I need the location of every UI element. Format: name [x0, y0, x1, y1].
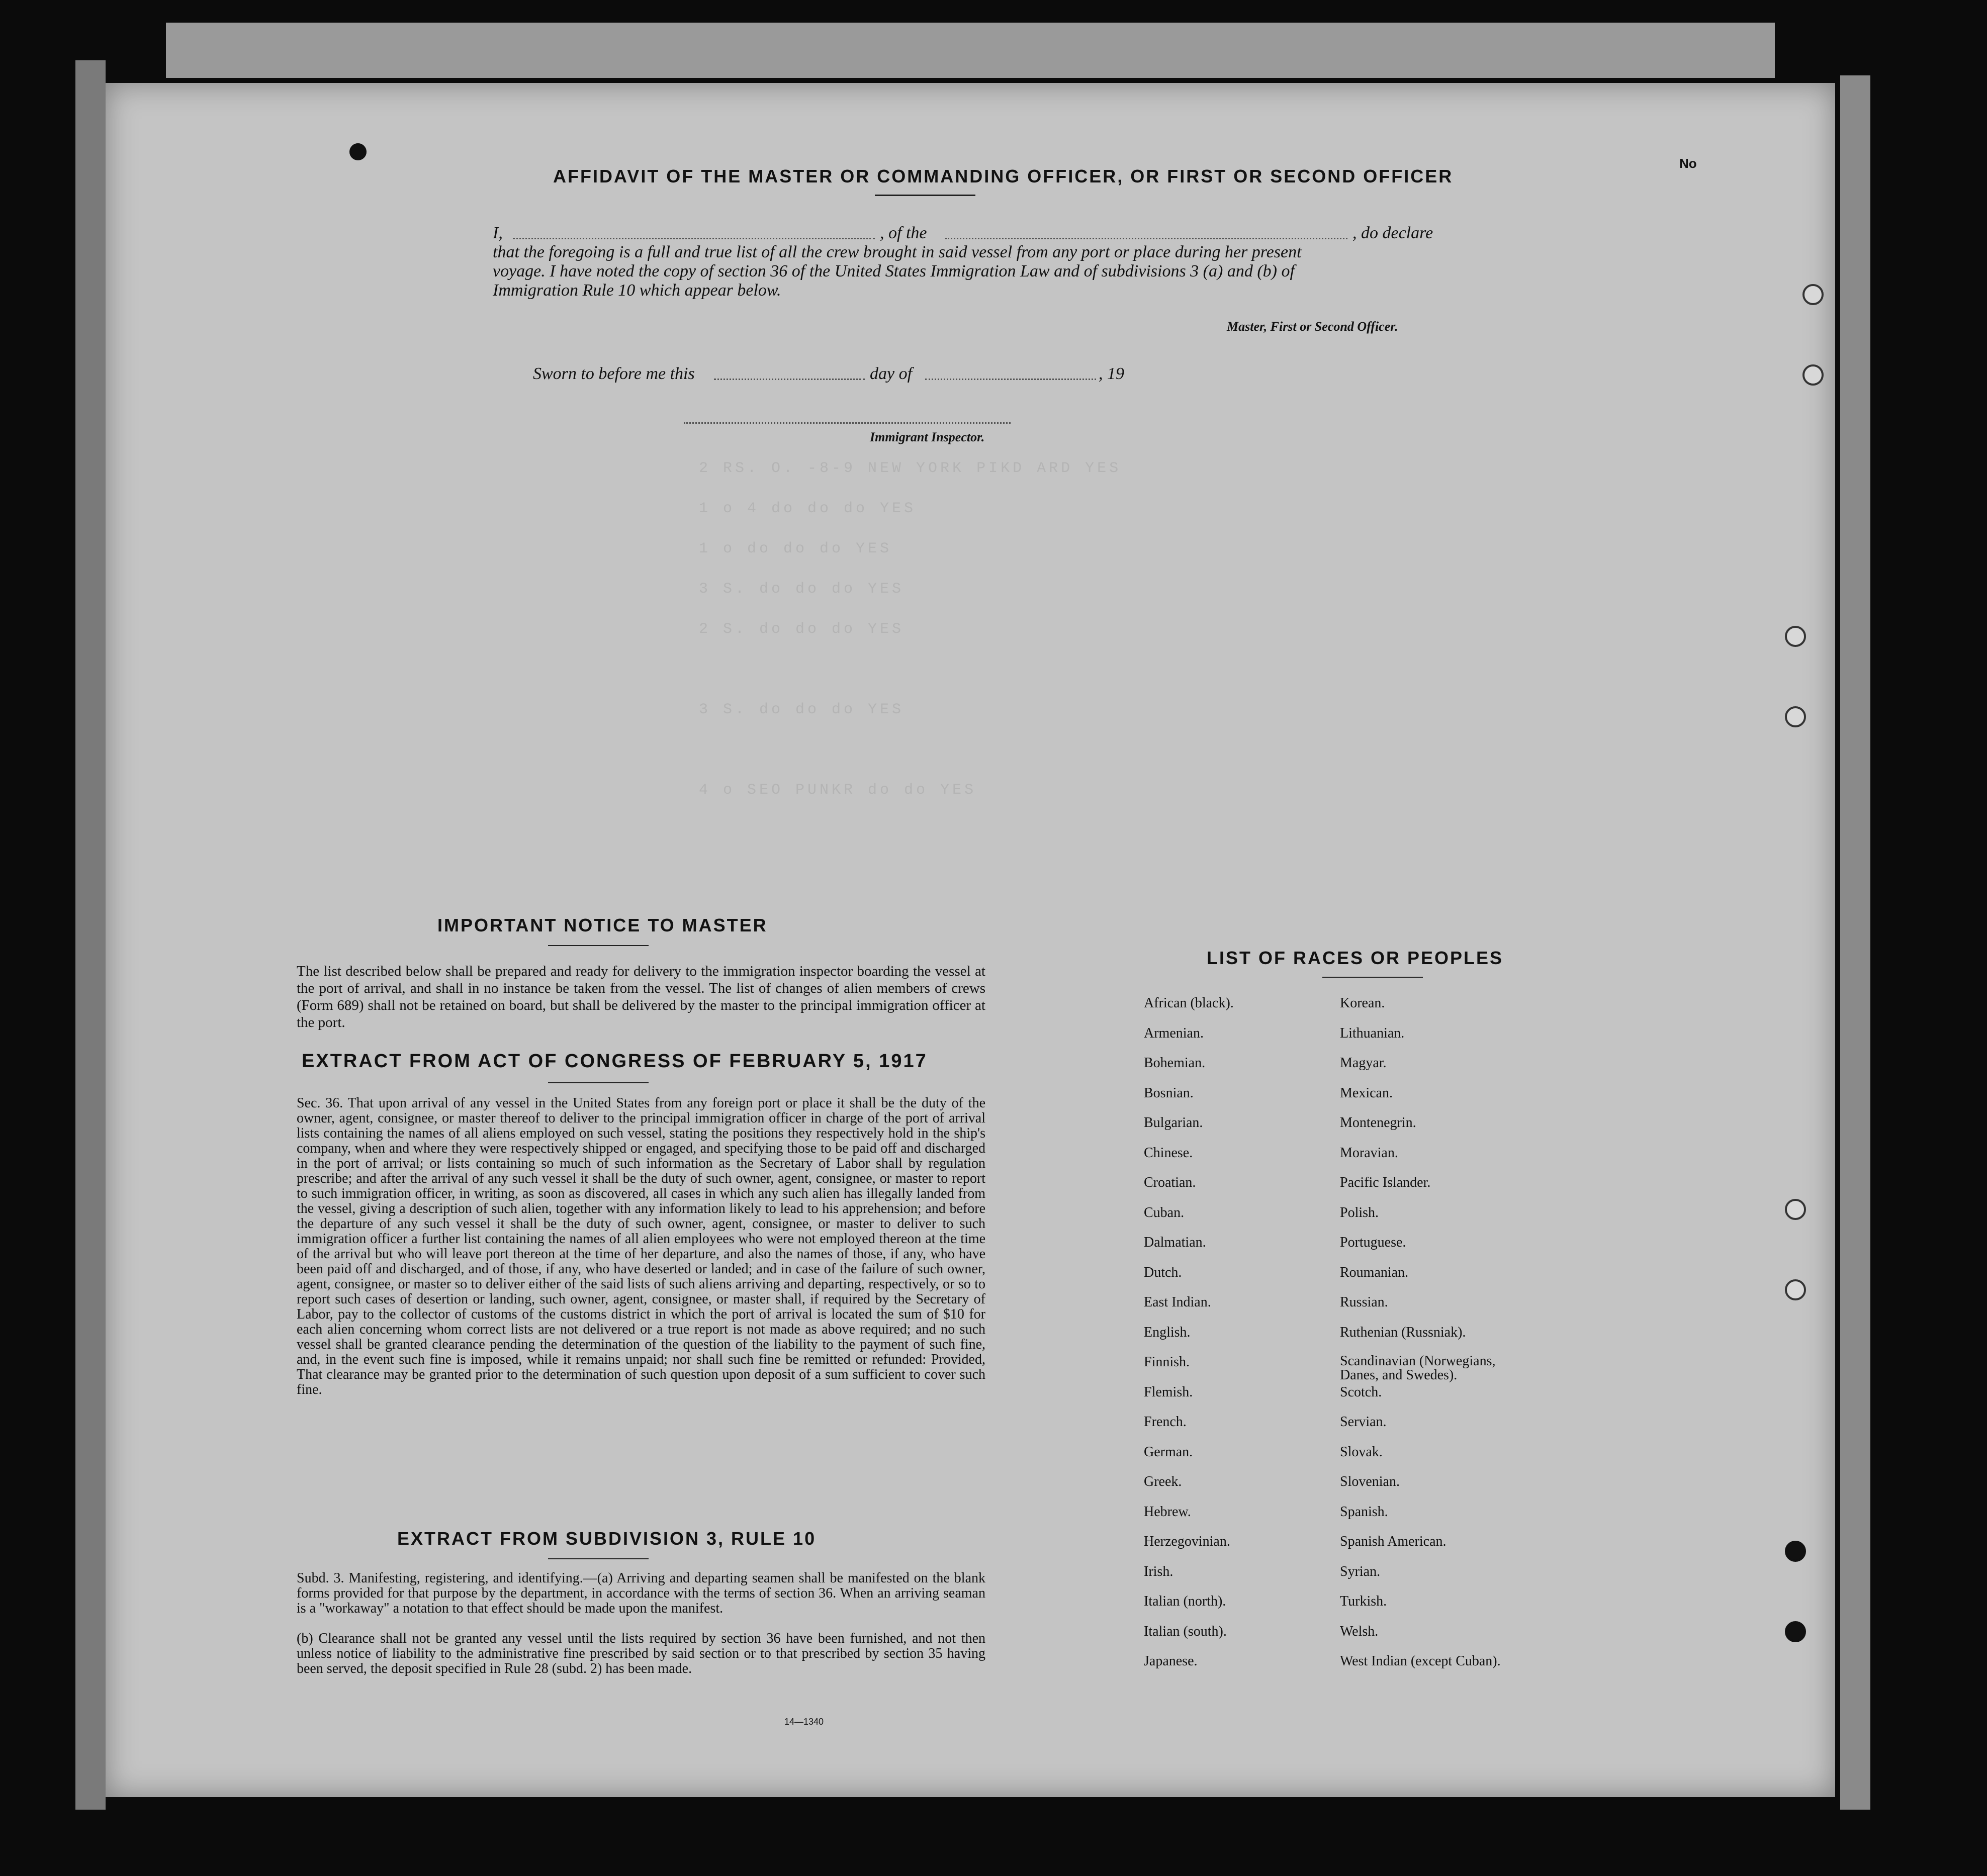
race-item: Russian.: [1340, 1294, 1388, 1310]
race-item: Korean.: [1340, 995, 1385, 1011]
race-item: Portuguese.: [1340, 1235, 1406, 1250]
punch-hole-5: [1785, 1199, 1806, 1220]
race-item: West Indian (except Cuban).: [1340, 1653, 1501, 1669]
race-item: Polish.: [1340, 1204, 1379, 1221]
race-item: Herzegovinian.: [1144, 1534, 1230, 1549]
bleed-through-1: 2 RS. O. -8-9 NEW YORK PIKD ARD YES: [699, 460, 1122, 477]
race-item: Servian.: [1340, 1414, 1387, 1430]
race-item: Turkish.: [1340, 1593, 1387, 1609]
form-number-label: No: [1679, 156, 1697, 171]
inspector-signature-blank: [684, 422, 1011, 424]
race-item: Mexican.: [1340, 1085, 1393, 1101]
inspector-label: Immigrant Inspector.: [870, 430, 985, 444]
race-item: Chinese.: [1144, 1145, 1193, 1161]
bleed-through-2: 1 o 4 do do do YES: [699, 500, 917, 517]
race-item: Italian (north).: [1144, 1593, 1226, 1609]
race-item: Bohemian.: [1144, 1055, 1206, 1071]
act-heading: EXTRACT FROM ACT OF CONGRESS OF FEBRUARY 5, 1917: [302, 1051, 928, 1072]
rule10-text-a: Subd. 3. Manifesting, registering, and identifying.—(a) Arriving and departing seamen shall be manifested on the blank forms provided for that purpose by the department, in accordance with the terms of section 36. When an arriving seaman is a "workaway" a notation to that effect should be made upon the manifest.: [297, 1570, 985, 1616]
race-item: Hebrew.: [1144, 1504, 1191, 1520]
race-item: Magyar.: [1340, 1055, 1387, 1071]
rule10-heading: EXTRACT FROM SUBDIVISION 3, RULE 10: [397, 1528, 817, 1549]
race-item: Roumanian.: [1340, 1264, 1409, 1280]
race-item: Cuban.: [1144, 1204, 1185, 1221]
punch-hole-2: [1802, 364, 1824, 386]
races-heading-rule: [1322, 977, 1423, 978]
punch-hole-1: [1802, 284, 1824, 305]
punch-hole-4: [1785, 706, 1806, 727]
race-item: East Indian.: [1144, 1294, 1211, 1310]
form-page: [106, 83, 1835, 1797]
race-item: Japanese.: [1144, 1653, 1198, 1669]
race-item: Greek.: [1144, 1474, 1182, 1489]
punch-hole-8: [1785, 1621, 1806, 1642]
sheet-edge-left: [75, 60, 106, 1810]
affidavit-line-4: Immigration Rule 10 which appear below.: [493, 281, 781, 300]
sheet-edge-top: [166, 23, 1775, 78]
race-item: Italian (south).: [1144, 1623, 1227, 1639]
race-item: Slovenian.: [1340, 1474, 1400, 1489]
race-item: Scandinavian (Norwegians, Danes, and Swedes).: [1340, 1353, 1496, 1383]
sworn-date-blank: [714, 379, 865, 380]
affidavit-heading: AFFIDAVIT OF THE MASTER OR COMMANDING OFFICER, OR FIRST OR SECOND OFFICER: [553, 166, 1454, 186]
race-item: Scotch.: [1340, 1384, 1382, 1400]
notice-text: The list described below shall be prepared and ready for delivery to the immigration inspector boarding the vessel at the port of arrival, and shall in no instance be taken from the vessel. The list of changes of alien members of crews (Form 689) shall not be retained on board, but shall be delivered by the master to the principal immigration officer at the port.: [297, 963, 985, 1030]
race-item: French.: [1144, 1414, 1187, 1430]
affidavit-of-the: , of the: [880, 224, 927, 242]
race-item: Bulgarian.: [1144, 1115, 1203, 1131]
affidavit-declare: , do declare: [1352, 224, 1433, 242]
bleed-through-6: 3 S. do do do YES: [699, 701, 905, 718]
master-signature-label: Master, First or Second Officer.: [1227, 319, 1398, 334]
rule10-heading-rule: [548, 1558, 649, 1559]
race-item: Irish.: [1144, 1563, 1173, 1579]
sworn-month-blank: [925, 379, 1096, 380]
race-item: German.: [1144, 1444, 1193, 1460]
race-item: Montenegrin.: [1340, 1115, 1416, 1131]
affidavit-heading-rule: [875, 195, 975, 196]
races-heading: LIST OF RACES OR PEOPLES: [1207, 948, 1504, 968]
race-item: Bosnian.: [1144, 1085, 1194, 1101]
race-item: Ruthenian (Russniak).: [1340, 1324, 1466, 1340]
punch-hole-6: [1785, 1279, 1806, 1300]
race-item: Spanish American.: [1340, 1534, 1447, 1549]
affidavit-i: I,: [493, 224, 503, 242]
race-item: Finnish.: [1144, 1354, 1190, 1370]
race-item: Syrian.: [1340, 1563, 1381, 1579]
race-item: Slovak.: [1340, 1444, 1383, 1460]
bleed-through-5: 2 S. do do do YES: [699, 621, 905, 638]
bleed-through-3: 1 o do do do YES: [699, 540, 892, 557]
bleed-through-7: 4 o SEO PUNKR do do YES: [699, 782, 977, 799]
act-text: Sec. 36. That upon arrival of any vessel in the United States from any foreign port or place it shall be the duty of the owner, agent, consignee, or master thereof to deliver to the principal immigration officer in charge of the port of arrival lists containing the names of all aliens employed on such vessel, stating the positions they respectively hold in the ship's company, when and where they were respectively shipped or engaged, and specifying those to be paid off and discharged in the port of arrival; or lists containing so much of such information as the Secretary of Labor shall by regulation prescribe; and after the arrival of any such vessel it shall be the duty of such owner, agent, consignee, or master to report to such immigration officer, in writing, as soon as discovered, all cases in which any such alien has illegally landed from the vessel, giving a description of such alien, together with any information likely to lead to his apprehension; and before the departure of any such vessel it shall be the duty of such owner, agent, consignee, or master to deliver to such immigration officer a further list containing the names of all alien employees who were not employed thereon at the time of the arrival but who will leave port thereon at the time of her departure, and also the names of those, if any, who have been paid off and discharged, and of those, if any, who have deserted or landed; and in case of the failure of such owner, agent, consignee, or master so to deliver either of the said lists of such aliens arriving and departing, respectively, or so to report such cases of desertion or landing, such owner, agent, consignee, or master shall, if required by the Secretary of Labor, pay to the collector of customs of the customs district in which the port of arrival is located the sum of $10 for each alien concerning whom correct lists are not delivered or a true report is not made as above required; and no such vessel shall be granted clearance pending the determination of the question of the liability to the payment of such fine, and, in the event such fine is imposed, while it remains unpaid; nor shall such fine be remitted or refunded: Provided, That clearance may be granted prior to the determination of such question upon deposit of a sum sufficient to cover such fine.: [297, 1095, 985, 1397]
affidavit-line-3: voyage. I have noted the copy of section 36 of the United States Immigration Law and of subdivisions 3 (a) and (b) of: [493, 262, 1295, 280]
bleed-through-4: 3 S. do do do YES: [699, 581, 905, 598]
rule10-text-b: (b) Clearance shall not be granted any vessel until the lists required by section 36 have been furnished, and not then unless notice of liability to the administrative fine prescribed by said section or to that prescribed by section 35 having been served, the deposit specified in Rule 28 (subd. 2) has been made.: [297, 1631, 985, 1676]
race-item: Armenian.: [1144, 1025, 1204, 1041]
affidavit-vessel-blank: [945, 238, 1347, 239]
act-heading-rule: [548, 1082, 649, 1083]
race-item: Croatian.: [1144, 1175, 1196, 1190]
notice-heading: IMPORTANT NOTICE TO MASTER: [437, 915, 768, 935]
sworn-label: Sworn to before me this: [533, 364, 695, 383]
day-of-label: day of: [870, 364, 913, 383]
year-label: , 19: [1099, 364, 1124, 383]
race-item: Dalmatian.: [1144, 1235, 1206, 1250]
punch-hole-3: [1785, 626, 1806, 647]
race-item: Lithuanian.: [1340, 1025, 1405, 1041]
punch-hole-9: [349, 143, 367, 160]
punch-hole-7: [1785, 1541, 1806, 1562]
race-item: Dutch.: [1144, 1264, 1182, 1280]
race-item: Pacific Islander.: [1340, 1175, 1431, 1190]
race-item: Flemish.: [1144, 1384, 1193, 1400]
race-item: English.: [1144, 1324, 1191, 1340]
print-code: 14—1340: [784, 1717, 824, 1727]
notice-heading-rule: [548, 945, 649, 946]
race-item: Moravian.: [1340, 1145, 1398, 1161]
race-item: Spanish.: [1340, 1504, 1388, 1520]
race-item: African (black).: [1144, 995, 1234, 1011]
affidavit-line-2: that the foregoing is a full and true list of all the crew brought in said vessel from any port or place during her present: [493, 243, 1302, 261]
race-item: Welsh.: [1340, 1623, 1379, 1639]
sheet-edge-right: [1840, 75, 1870, 1810]
affidavit-name-blank: [513, 238, 875, 239]
